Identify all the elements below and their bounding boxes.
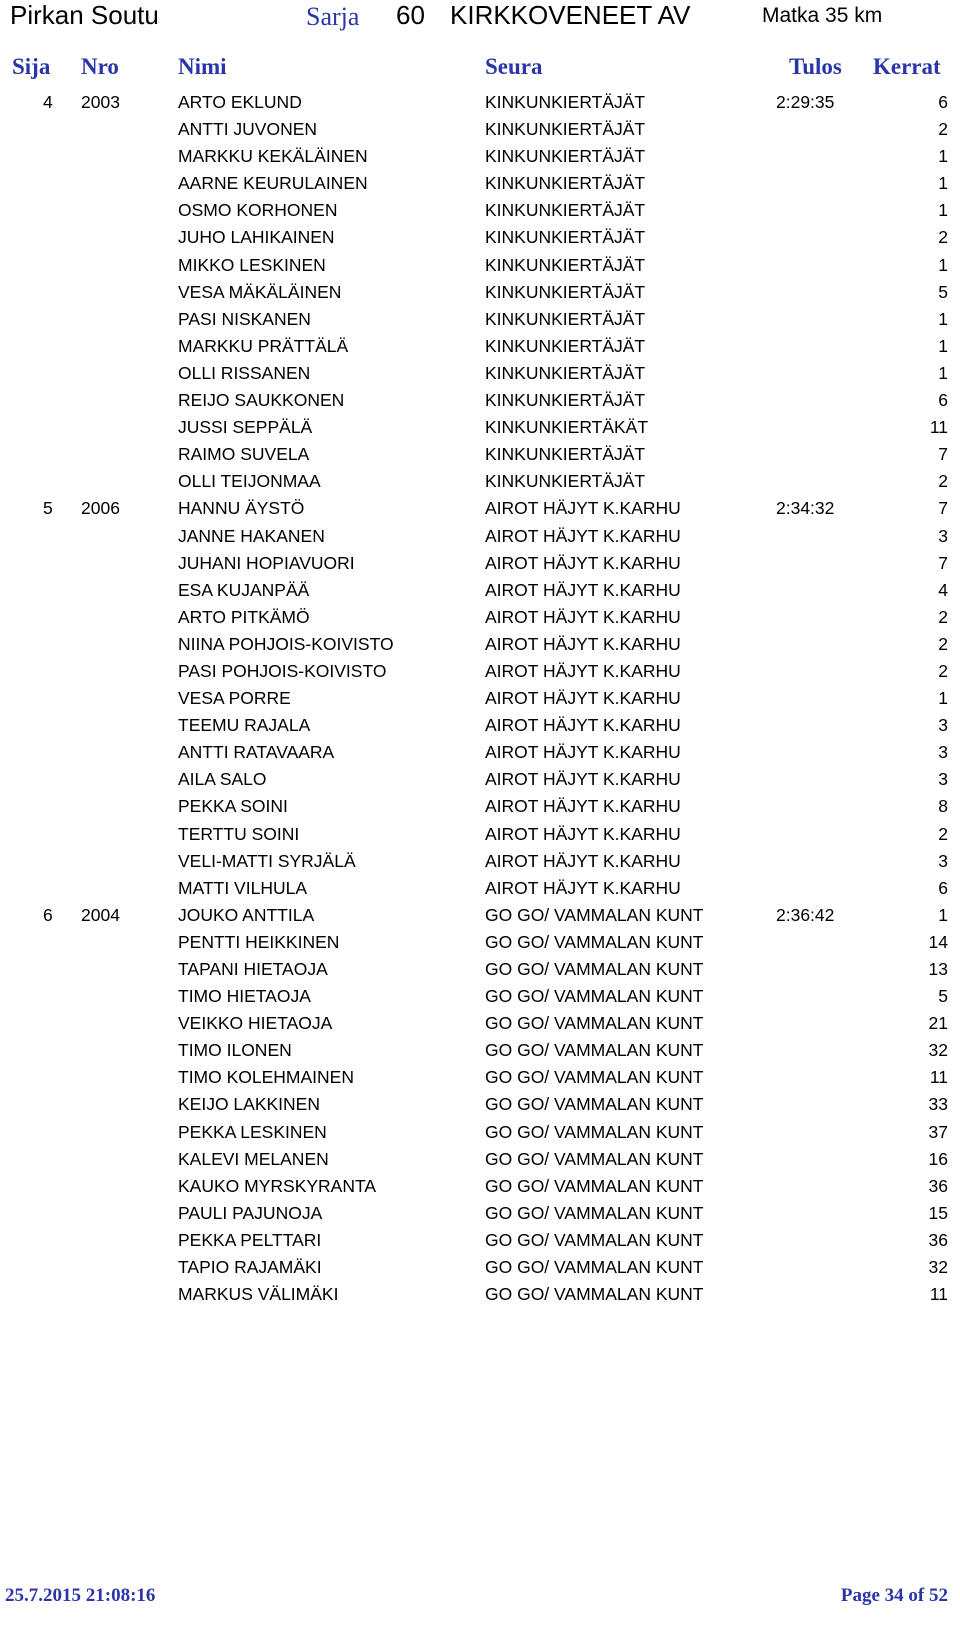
cell-nimi: JANNE HAKANEN xyxy=(178,525,325,546)
cell-seura: AIROT HÄJYT K.KARHU xyxy=(485,606,681,627)
cell-kerrat: 14 xyxy=(928,931,948,952)
table-row xyxy=(0,468,960,495)
cell-kerrat: 1 xyxy=(938,904,948,925)
cell-kerrat: 1 xyxy=(938,146,948,167)
cell-seura: GO GO/ VAMMALAN KUNT xyxy=(485,931,704,952)
cell-kerrat: 6 xyxy=(938,877,948,898)
sarja-label: Sarja xyxy=(306,2,360,31)
table-row xyxy=(0,766,960,793)
cell-kerrat: 1 xyxy=(938,335,948,356)
table-row xyxy=(0,1173,960,1200)
cell-kerrat: 16 xyxy=(928,1148,948,1169)
event-title: Pirkan Soutu xyxy=(10,0,159,30)
cell-nimi: TIMO HIETAOJA xyxy=(178,986,311,1007)
cell-kerrat: 6 xyxy=(938,92,948,112)
cell-nimi: TIMO KOLEHMAINEN xyxy=(178,1067,354,1088)
cell-kerrat: 1 xyxy=(938,173,948,194)
cell-seura: KINKUNKIERTÄKÄT xyxy=(485,417,649,438)
cell-seura: KINKUNKIERTÄJÄT xyxy=(485,362,646,383)
table-row xyxy=(0,1091,960,1118)
results-table xyxy=(0,89,960,1308)
cell-nimi: ARTO EKLUND xyxy=(178,92,302,112)
table-row xyxy=(0,170,960,197)
table-row xyxy=(0,875,960,902)
cell-kerrat: 7 xyxy=(938,498,948,519)
table-row xyxy=(0,197,960,224)
column-header-seura: Seura xyxy=(485,54,543,79)
table-row xyxy=(0,929,960,956)
cell-seura: AIROT HÄJYT K.KARHU xyxy=(485,660,681,681)
table-row xyxy=(0,224,960,251)
cell-nimi: ARTO PITKÄMÖ xyxy=(178,606,310,627)
cell-sija: 6 xyxy=(43,904,53,925)
table-row xyxy=(0,333,960,360)
cell-seura: GO GO/ VAMMALAN KUNT xyxy=(485,1202,704,1223)
cell-kerrat: 3 xyxy=(938,769,948,790)
cell-kerrat: 3 xyxy=(938,525,948,546)
cell-seura: KINKUNKIERTÄJÄT xyxy=(485,471,646,492)
cell-kerrat: 11 xyxy=(929,417,948,438)
cell-seura: GO GO/ VAMMALAN KUNT xyxy=(485,904,704,925)
cell-nro: 2006 xyxy=(81,498,120,519)
page-header xyxy=(0,0,960,36)
cell-tulos: 2:36:42 xyxy=(776,904,835,925)
cell-seura: GO GO/ VAMMALAN KUNT xyxy=(485,1067,704,1088)
cell-nimi: AILA SALO xyxy=(178,769,267,790)
cell-nimi: MATTI VILHULA xyxy=(178,877,308,898)
table-row xyxy=(0,604,960,631)
cell-nimi: JUSSI SEPPÄLÄ xyxy=(178,417,313,438)
cell-nimi: OSMO KORHONEN xyxy=(178,200,338,221)
table-row xyxy=(0,1119,960,1146)
cell-seura: AIROT HÄJYT K.KARHU xyxy=(485,525,681,546)
table-row xyxy=(0,143,960,170)
cell-nimi: TAPANI HIETAOJA xyxy=(178,959,328,979)
cell-kerrat: 1 xyxy=(938,362,948,383)
cell-nimi: OLLI TEIJONMAA xyxy=(178,471,321,492)
table-row xyxy=(0,577,960,604)
cell-sija: 5 xyxy=(43,498,53,519)
cell-kerrat: 3 xyxy=(938,850,948,871)
cell-kerrat: 13 xyxy=(928,959,948,979)
class-name: KIRKKOVENEET AV xyxy=(450,0,691,30)
cell-kerrat: 1 xyxy=(938,254,948,275)
cell-seura: AIROT HÄJYT K.KARHU xyxy=(485,850,681,871)
cell-nimi: NIINA POHJOIS-KOIVISTO xyxy=(178,633,394,654)
cell-kerrat: 1 xyxy=(938,308,948,329)
cell-nimi: PENTTI HEIKKINEN xyxy=(178,931,340,952)
table-row xyxy=(0,387,960,414)
cell-seura: KINKUNKIERTÄJÄT xyxy=(485,119,646,140)
cell-seura: KINKUNKIERTÄJÄT xyxy=(485,200,646,221)
table-row xyxy=(0,1037,960,1064)
cell-nro: 2004 xyxy=(81,904,120,925)
cell-nimi: JOUKO ANTTILA xyxy=(178,904,315,925)
cell-nimi: PASI NISKANEN xyxy=(178,308,311,329)
cell-kerrat: 32 xyxy=(928,1040,948,1061)
cell-kerrat: 37 xyxy=(928,1121,948,1142)
table-row xyxy=(0,523,960,550)
cell-tulos: 2:34:32 xyxy=(776,498,835,519)
cell-seura: GO GO/ VAMMALAN KUNT xyxy=(485,959,704,979)
cell-kerrat: 2 xyxy=(938,119,948,140)
distance-label: Matka 35 km xyxy=(762,4,883,27)
cell-nimi: PEKKA LESKINEN xyxy=(178,1121,327,1142)
column-header-kerrat: Kerrat xyxy=(873,54,941,79)
cell-kerrat: 33 xyxy=(928,1094,948,1115)
cell-nimi: TEEMU RAJALA xyxy=(178,715,311,736)
cell-seura: GO GO/ VAMMALAN KUNT xyxy=(485,1013,704,1034)
table-row xyxy=(0,793,960,820)
cell-kerrat: 7 xyxy=(938,552,948,573)
table-row xyxy=(0,902,960,929)
cell-seura: AIROT HÄJYT K.KARHU xyxy=(485,688,681,709)
cell-nimi: MARKKU KEKÄLÄINEN xyxy=(178,146,368,167)
cell-seura: AIROT HÄJYT K.KARHU xyxy=(485,796,681,817)
cell-kerrat: 5 xyxy=(938,281,948,302)
cell-kerrat: 15 xyxy=(928,1202,948,1223)
table-row xyxy=(0,495,960,522)
table-row xyxy=(0,983,960,1010)
cell-kerrat: 6 xyxy=(938,390,948,411)
cell-seura: GO GO/ VAMMALAN KUNT xyxy=(485,1257,704,1278)
cell-nimi: ANTTI JUVONEN xyxy=(178,119,318,140)
cell-kerrat: 2 xyxy=(938,227,948,248)
cell-kerrat: 11 xyxy=(929,1067,948,1088)
cell-seura: GO GO/ VAMMALAN KUNT xyxy=(485,1121,704,1142)
cell-kerrat: 11 xyxy=(929,1284,948,1305)
cell-nimi: TAPIO RAJAMÄKI xyxy=(178,1257,322,1278)
column-header-tulos: Tulos xyxy=(789,54,842,79)
cell-seura: KINKUNKIERTÄJÄT xyxy=(485,308,646,329)
cell-nimi: TIMO ILONEN xyxy=(178,1040,292,1061)
table-row xyxy=(0,712,960,739)
table-row xyxy=(0,1254,960,1281)
cell-nimi: RAIMO SUVELA xyxy=(178,444,310,465)
cell-kerrat: 36 xyxy=(928,1229,948,1250)
cell-nimi: REIJO SAUKKONEN xyxy=(178,390,345,411)
cell-kerrat: 1 xyxy=(938,200,948,221)
table-row xyxy=(0,116,960,143)
cell-kerrat: 8 xyxy=(938,796,948,817)
table-row xyxy=(0,1064,960,1091)
cell-nimi: MARKUS VÄLIMÄKI xyxy=(178,1284,339,1305)
cell-seura: GO GO/ VAMMALAN KUNT xyxy=(485,1175,704,1196)
cell-kerrat: 5 xyxy=(938,986,948,1007)
cell-nimi: KAUKO MYRSKYRANTA xyxy=(178,1175,377,1196)
table-row xyxy=(0,631,960,658)
cell-kerrat: 3 xyxy=(938,742,948,763)
cell-nimi: MARKKU PRÄTTÄLÄ xyxy=(178,335,349,356)
cell-kerrat: 36 xyxy=(928,1175,948,1196)
column-header-sija: Sija xyxy=(12,54,51,79)
cell-nimi: VESA PORRE xyxy=(178,688,291,709)
column-header-nimi: Nimi xyxy=(178,54,227,79)
cell-seura: KINKUNKIERTÄJÄT xyxy=(485,227,646,248)
cell-seura: KINKUNKIERTÄJÄT xyxy=(485,281,646,302)
cell-kerrat: 7 xyxy=(938,444,948,465)
cell-nimi: VESA MÄKÄLÄINEN xyxy=(178,281,342,302)
cell-seura: KINKUNKIERTÄJÄT xyxy=(485,390,646,411)
table-row xyxy=(0,1010,960,1037)
cell-kerrat: 3 xyxy=(938,715,948,736)
cell-nimi: MIKKO LESKINEN xyxy=(178,254,326,275)
cell-seura: AIROT HÄJYT K.KARHU xyxy=(485,769,681,790)
cell-seura: KINKUNKIERTÄJÄT xyxy=(485,173,646,194)
cell-seura: GO GO/ VAMMALAN KUNT xyxy=(485,986,704,1007)
cell-seura: GO GO/ VAMMALAN KUNT xyxy=(485,1229,704,1250)
table-row xyxy=(0,1227,960,1254)
cell-kerrat: 2 xyxy=(938,606,948,627)
cell-seura: GO GO/ VAMMALAN KUNT xyxy=(485,1148,704,1169)
column-header-nro: Nro xyxy=(81,54,119,79)
cell-nimi: ESA KUJANPÄÄ xyxy=(178,579,310,600)
cell-kerrat: 2 xyxy=(938,633,948,654)
cell-nimi: VEIKKO HIETAOJA xyxy=(178,1013,333,1034)
cell-kerrat: 1 xyxy=(938,688,948,709)
class-number: 60 xyxy=(396,0,425,30)
cell-kerrat: 2 xyxy=(938,660,948,681)
cell-seura: KINKUNKIERTÄJÄT xyxy=(485,444,646,465)
cell-nimi: TERTTU SOINI xyxy=(178,823,300,844)
cell-nimi: VELI-MATTI SYRJÄLÄ xyxy=(178,850,356,871)
table-row xyxy=(0,414,960,441)
cell-kerrat: 21 xyxy=(928,1013,948,1034)
cell-nro: 2003 xyxy=(81,92,120,112)
table-row xyxy=(0,1281,960,1308)
cell-sija: 4 xyxy=(43,92,53,112)
cell-seura: GO GO/ VAMMALAN KUNT xyxy=(485,1094,704,1115)
table-row xyxy=(0,306,960,333)
cell-seura: AIROT HÄJYT K.KARHU xyxy=(485,579,681,600)
cell-seura: AIROT HÄJYT K.KARHU xyxy=(485,552,681,573)
cell-seura: GO GO/ VAMMALAN KUNT xyxy=(485,1040,704,1061)
cell-seura: AIROT HÄJYT K.KARHU xyxy=(485,715,681,736)
table-row xyxy=(0,252,960,279)
cell-seura: KINKUNKIERTÄJÄT xyxy=(485,254,646,275)
cell-seura: GO GO/ VAMMALAN KUNT xyxy=(485,1284,704,1305)
table-row xyxy=(0,1200,960,1227)
table-row xyxy=(0,821,960,848)
cell-seura: KINKUNKIERTÄJÄT xyxy=(485,335,646,356)
cell-seura: AIROT HÄJYT K.KARHU xyxy=(485,742,681,763)
cell-seura: KINKUNKIERTÄJÄT xyxy=(485,146,646,167)
column-headers xyxy=(0,54,960,84)
table-row xyxy=(0,685,960,712)
print-timestamp: 25.7.2015 21:08:16 xyxy=(5,1585,156,1606)
table-row xyxy=(0,1146,960,1173)
cell-nimi: OLLI RISSANEN xyxy=(178,362,311,383)
cell-kerrat: 4 xyxy=(938,579,948,600)
table-row xyxy=(0,279,960,306)
cell-kerrat: 32 xyxy=(928,1257,948,1278)
cell-tulos: 2:29:35 xyxy=(776,92,835,112)
page-number: Page 34 of 52 xyxy=(840,1585,948,1606)
table-row xyxy=(0,89,960,116)
cell-seura: AIROT HÄJYT K.KARHU xyxy=(485,633,681,654)
cell-seura: AIROT HÄJYT K.KARHU xyxy=(485,877,681,898)
page-footer xyxy=(0,1585,960,1611)
cell-nimi: PASI POHJOIS-KOIVISTO xyxy=(178,660,387,681)
cell-seura: AIROT HÄJYT K.KARHU xyxy=(485,823,681,844)
cell-nimi: PEKKA SOINI xyxy=(178,796,288,817)
table-row xyxy=(0,848,960,875)
cell-kerrat: 2 xyxy=(938,471,948,492)
cell-nimi: KALEVI MELANEN xyxy=(178,1148,329,1169)
table-row xyxy=(0,739,960,766)
table-row xyxy=(0,360,960,387)
table-row xyxy=(0,441,960,468)
cell-kerrat: 2 xyxy=(938,823,948,844)
cell-nimi: PAULI PAJUNOJA xyxy=(178,1202,323,1223)
cell-seura: KINKUNKIERTÄJÄT xyxy=(485,92,646,112)
cell-nimi: PEKKA PELTTARI xyxy=(178,1229,322,1250)
cell-nimi: JUHANI HOPIAVUORI xyxy=(178,552,355,573)
cell-nimi: AARNE KEURULAINEN xyxy=(178,173,368,194)
cell-nimi: KEIJO LAKKINEN xyxy=(178,1094,320,1115)
cell-nimi: JUHO LAHIKAINEN xyxy=(178,227,335,248)
table-row xyxy=(0,658,960,685)
cell-seura: AIROT HÄJYT K.KARHU xyxy=(485,498,681,519)
table-row xyxy=(0,956,960,983)
cell-nimi: ANTTI RATAVAARA xyxy=(178,742,335,763)
cell-nimi: HANNU ÄYSTÖ xyxy=(178,498,305,519)
table-row xyxy=(0,550,960,577)
